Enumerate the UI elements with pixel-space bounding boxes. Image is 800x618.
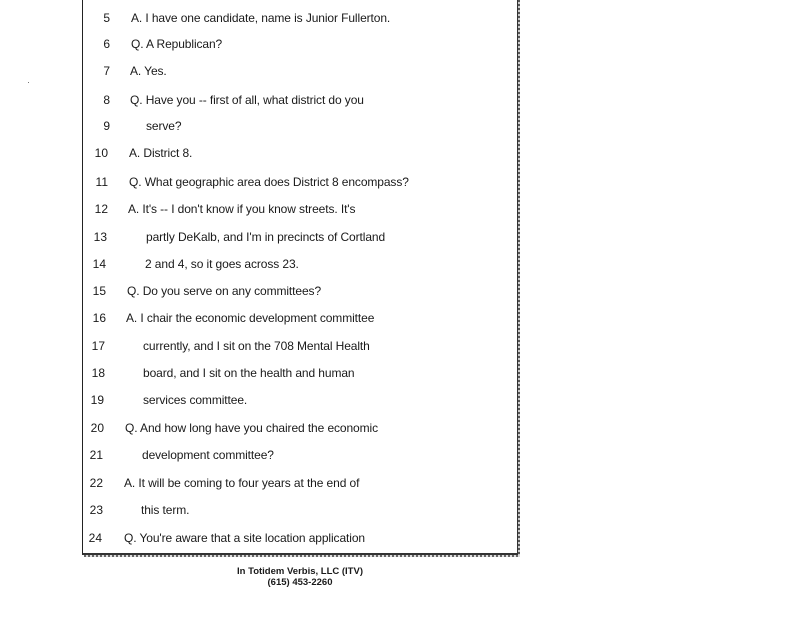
line-number: 15 <box>92 284 106 298</box>
transcript-frame <box>82 0 519 555</box>
frame-right-shadow <box>518 0 520 556</box>
line-number: 18 <box>91 366 105 380</box>
line-text: development committee? <box>142 448 274 462</box>
line-text: serve? <box>146 119 182 133</box>
line-text: A. I chair the economic development committee <box>126 311 375 325</box>
line-text: Q. You're aware that a site location application <box>124 531 365 545</box>
line-number: 12 <box>94 202 108 216</box>
line-text: currently, and I sit on the 708 Mental Health <box>143 339 370 353</box>
line-text: Q. And how long have you chaired the economic <box>125 421 378 435</box>
footer-phone: (615) 453-2260 <box>267 577 333 588</box>
scan-speck <box>28 82 29 83</box>
line-number: 22 <box>89 476 103 490</box>
line-number: 21 <box>89 448 103 462</box>
frame-bottom-shadow <box>84 555 520 557</box>
line-number: 17 <box>91 339 105 353</box>
line-number: 5 <box>103 11 110 25</box>
line-text: A. Yes. <box>130 64 167 78</box>
line-text: this term. <box>141 503 190 517</box>
line-text: partly DeKalb, and I'm in precincts of Cortland <box>146 230 386 244</box>
footer-company: In Totidem Verbis, LLC (ITV) <box>237 566 363 577</box>
line-number: 16 <box>92 311 106 325</box>
line-number: 14 <box>92 257 106 271</box>
line-text: A. It will be coming to four years at the end of <box>124 476 360 490</box>
line-number: 6 <box>103 37 110 51</box>
line-number: 23 <box>89 503 103 517</box>
line-text: Q. Do you serve on any committees? <box>127 284 322 298</box>
line-number: 8 <box>103 93 110 107</box>
line-text: board, and I sit on the health and human <box>143 366 355 380</box>
line-text: Q. A Republican? <box>131 37 223 51</box>
line-number: 10 <box>94 146 108 160</box>
line-text: Q. What geographic area does District 8 encompass? <box>129 175 409 189</box>
line-text: Q. Have you -- first of all, what district do you <box>130 93 364 107</box>
line-text: A. I have one candidate, name is Junior Fullerton. <box>131 11 391 25</box>
line-text: A. District 8. <box>129 146 193 160</box>
line-text: 2 and 4, so it goes across 23. <box>145 257 299 271</box>
line-number: 24 <box>88 531 102 545</box>
line-text: A. It's -- I don't know if you know streets. It's <box>128 202 356 216</box>
line-number: 20 <box>90 421 104 435</box>
line-number: 13 <box>93 230 107 244</box>
line-number: 9 <box>103 119 110 133</box>
line-number: 7 <box>103 64 110 78</box>
line-text: services committee. <box>143 393 248 407</box>
line-number: 19 <box>90 393 104 407</box>
line-number: 11 <box>95 175 108 189</box>
